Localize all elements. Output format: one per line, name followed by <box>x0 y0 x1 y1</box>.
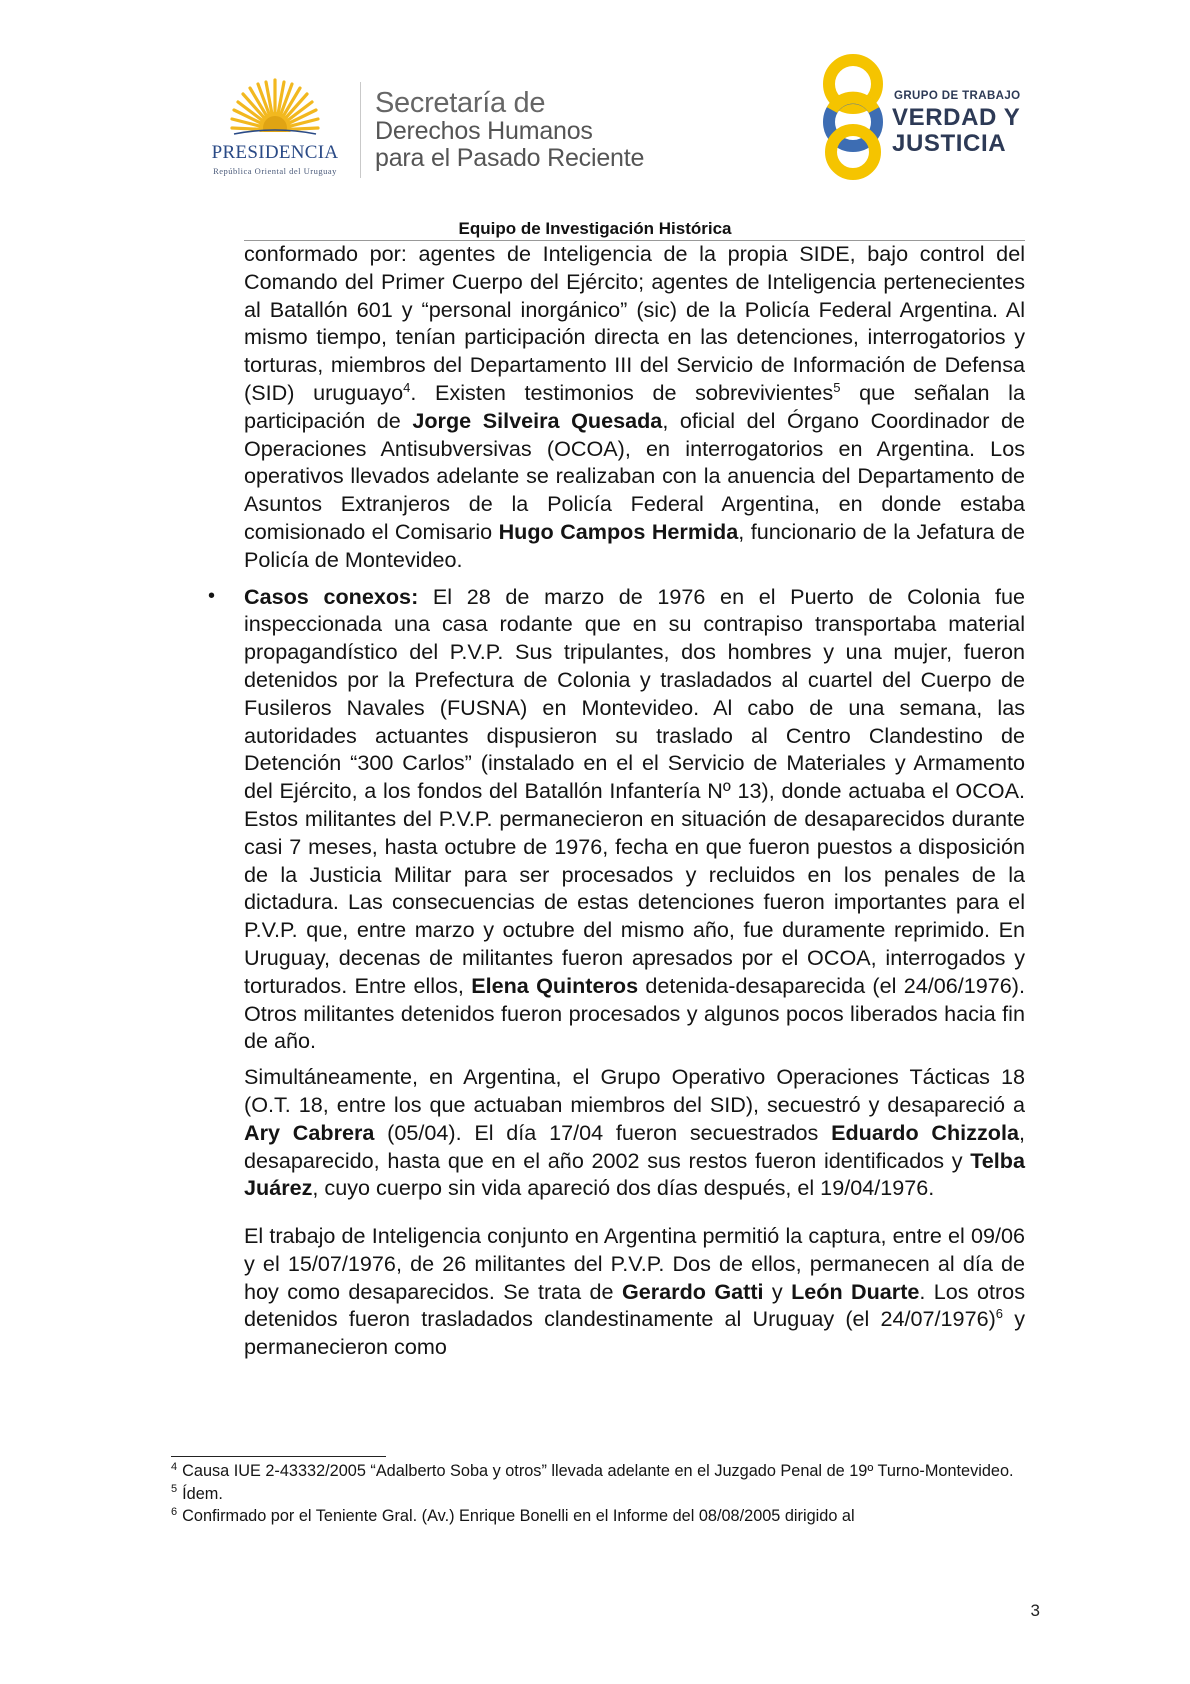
person-name: Jorge Silveira Quesada <box>412 407 663 433</box>
secretaria-logo-text <box>375 88 644 172</box>
text-run: , oficial del Órgano Coordinador de Operaciones Antisubversivas (OCOA), en interrogatorios en Argentina. Los operativos llevados adelante se realizaban con la anuencia del Departamento de Asuntos Extranjeros de la Policía Federal Argentina, en donde estaba comisionado el Comisario <box>244 407 1025 544</box>
person-name: Hugo Campos Hermida <box>498 518 739 544</box>
footnote-text: Causa IUE 2-43332/2005 “Adalberto Soba y otros” llevada adelante en el Juzgado Penal de 19º Turno-Montevideo. <box>182 1462 1014 1480</box>
footnotes <box>171 1460 1025 1528</box>
text-run: (05/04). El día 17/04 fueron secuestrados <box>374 1119 832 1145</box>
footnote-number: 6 <box>171 1505 178 1518</box>
footnote-number: 5 <box>171 1483 178 1496</box>
paragraph-1 <box>244 240 1025 574</box>
person-name: León Duarte <box>791 1278 920 1304</box>
interlocked-rings-icon <box>818 54 888 184</box>
page-number: 3 <box>1030 1601 1040 1620</box>
person-name: Gerardo Gatti <box>621 1278 764 1304</box>
footnote-5 <box>171 1483 1025 1506</box>
text-run: El 28 de marzo de 1976 en el Puerto de Colonia fue inspeccionada una casa rodante que en su contrapiso transportaba material propagandístico del P.V.P. Sus tripulantes, dos hombres y una mujer, fueron detenidos por la Prefectura de Colonia y trasladados al cuartel del Cuerpo de Fusileros Navales (FUSNA) en Montevideo. Al cabo de una semana, las autoridades actuantes dispusieron su traslado al Centro Clandestino de Detención “300 Carlos” (instalado en el el Servicio de Materiales y Armamento del Ejército, a los fondos del Batallón Infantería Nº 13), donde actuaba el OCOA. Estos militantes del P.V.P. permanecieron en situación de desaparecidos durante casi 7 meses, hasta octubre de 1976, fecha en que fueron puestos a disposición de la Justicia Militar para ser procesados y recluidos en los penales de la dictadura. Las consecuencias de estas detenciones fueron importantes para el P.V.P. que, entre marzo y octubre del mismo año, fue duramente reprimido. En Uruguay, decenas de militantes fueron apresados por el OCOA, interrogados y torturados. Entre ellos, <box>244 583 1025 998</box>
presidencia-subtitle: República Oriental del Uruguay <box>213 166 337 176</box>
team-title: Equipo de Investigación Histórica <box>458 219 732 238</box>
text-run: conformado por: agentes de Inteligencia de la propia SIDE, bajo control del Comando del Primer Cuerpo del Ejército; agentes de Inteligencia pertenecientes al Batallón 601 y “personal inorgánico” (sic) de la Policía Federal Argentina. Al mismo tiempo, tenían participación directa en las detenciones, interrogatorios y torturas, miembros del Departamento III del Servicio de Información de Defensa (SID) uruguayo <box>244 241 1025 405</box>
text-run: , cuyo cuerpo sin vida apareció dos días después, el 19/04/1976. <box>312 1175 935 1201</box>
text-run: que señalan la participación de <box>244 379 1025 433</box>
secretaria-line-2: Derechos Humanos <box>375 117 593 145</box>
text-run: y permanecieron como <box>244 1306 1025 1360</box>
bullet-icon: • <box>208 584 216 607</box>
verdad-justicia-logo <box>818 54 1058 184</box>
text-run: El trabajo de Inteligencia conjunto en Argentina permitió la captura, entre el 09/06 y el 15/07/1976, de 26 militantes del P.V.P. Dos de ellos, permanecen al día de hoy como desaparecidos. Se trata de <box>244 1223 1025 1304</box>
grupo-trabajo-label: GRUPO DE TRABAJO <box>894 90 1021 102</box>
person-name: Elena Quinteros <box>471 972 639 998</box>
presidencia-name: PRESIDENCIA <box>211 142 339 163</box>
text-run: y <box>763 1278 792 1304</box>
footnote-separator <box>171 1456 386 1457</box>
footnote-ref-4[interactable]: 4 <box>403 379 411 395</box>
justicia-label: JUSTICIA <box>892 130 1007 157</box>
person-name: Telba Juárez <box>244 1147 1025 1201</box>
footnote-ref-5[interactable]: 5 <box>833 379 841 395</box>
paragraph-4 <box>244 1222 1025 1361</box>
text-run: detenida-desaparecida (el 24/06/1976). Otros militantes detenidos fueron procesados y algunos pocos liberados hacia fin de año. <box>244 972 1025 1054</box>
footnote-ref-6[interactable]: 6 <box>995 1306 1004 1322</box>
text-run: . Los otros detenidos fueron trasladados clandestinamente al Uruguay (el 24/07/1976) <box>244 1278 1025 1332</box>
footnote-6 <box>171 1505 1025 1528</box>
secretaria-line-3: para el Pasado Reciente <box>375 144 645 172</box>
footnote-text: Ídem. <box>182 1484 223 1503</box>
document-body <box>208 240 1025 1361</box>
paragraph-3 <box>244 1063 1025 1202</box>
footnote-4 <box>171 1460 1025 1483</box>
person-name: Eduardo Chizzola <box>831 1119 1019 1145</box>
verdad-label: VERDAD Y <box>892 104 1021 131</box>
page-header <box>0 0 1190 240</box>
text-run: . Existen testimonios de sobrevivientes <box>410 379 834 405</box>
secretaria-line-1: Secretaría de <box>375 87 546 119</box>
text-run: Simultáneamente, en Argentina, el Grupo Operativo Operaciones Tácticas 18 (O.T. 18, entre los que actuaban miembros del SID), secuestró y desapareció a <box>244 1064 1025 1117</box>
presidencia-logo <box>190 78 360 178</box>
footnote-text: Confirmado por el Teniente Gral. (Av.) Enrique Bonelli en el Informe del 08/08/2005 dirigido al <box>182 1507 855 1525</box>
text-run: , desaparecido, hasta que en el año 2002 sus restos fueron identificados y <box>244 1119 1025 1173</box>
paragraph-2-bullet <box>208 583 1025 1056</box>
text-run: , funcionario de la Jefatura de Policía de Montevideo. <box>244 518 1025 572</box>
section-label: Casos conexos: <box>244 583 419 609</box>
footnote-number: 4 <box>171 1460 178 1473</box>
person-name: Ary Cabrera <box>244 1119 375 1145</box>
header-divider <box>360 82 361 178</box>
